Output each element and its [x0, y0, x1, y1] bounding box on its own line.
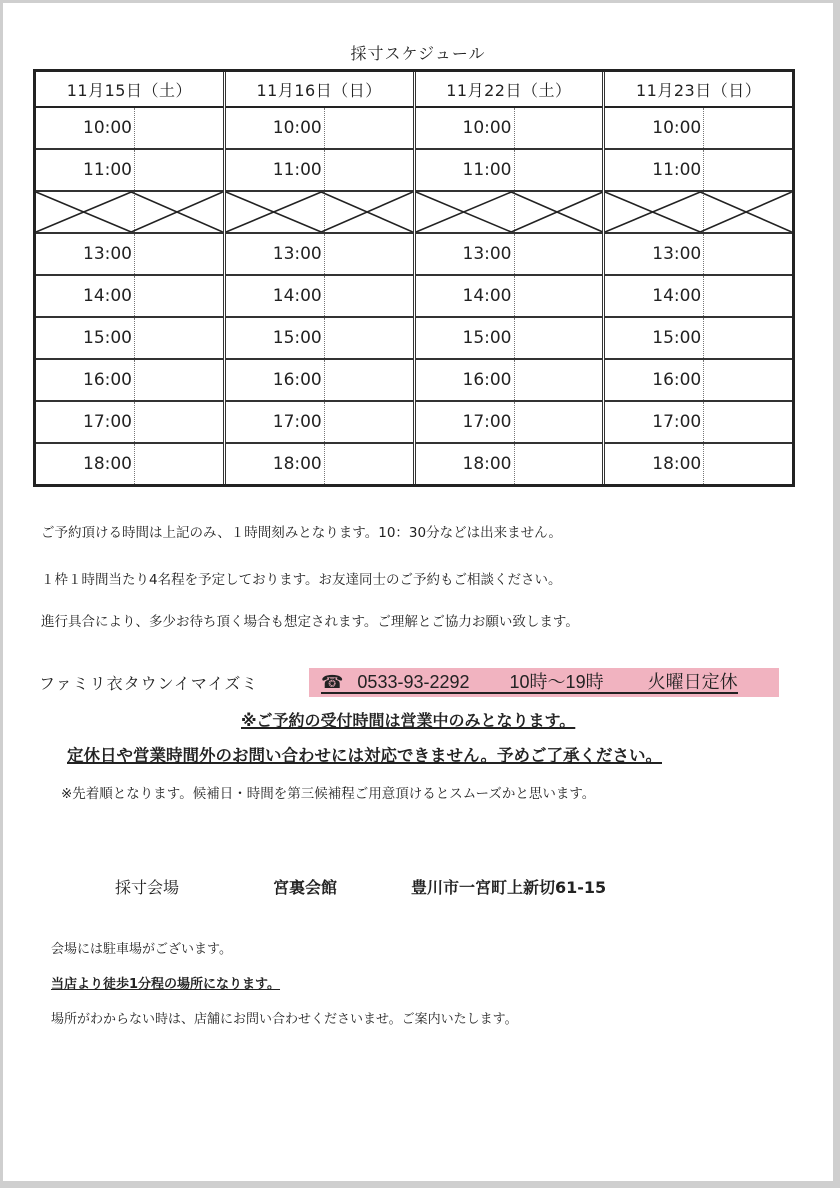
note-3: 進行具合により、多少お待ち頂く場合も想定されます。ご理解とご協力お願い致します。 [41, 614, 579, 630]
time-label: 18:00 [605, 444, 704, 484]
schedule-table [33, 69, 795, 487]
venue-note-parking: 会場には駐車場がございます。 [51, 942, 232, 957]
cross-out-icon [226, 192, 413, 232]
time-slot-row [226, 318, 413, 360]
day-column [226, 72, 416, 484]
time-label: 17:00 [416, 402, 515, 442]
time-slot-row [416, 234, 603, 276]
time-slot-row [416, 444, 603, 484]
time-label: 18:00 [416, 444, 515, 484]
reservation-cell [325, 108, 413, 148]
day-header: 11月16日（日） [226, 72, 413, 108]
day-column [605, 72, 792, 484]
document-page [3, 3, 833, 1181]
reservation-cell [515, 150, 603, 190]
time-slot-row [36, 318, 223, 360]
reservation-cell [135, 234, 223, 274]
venue-note-walk: 当店より徒歩1分程の場所になります。 [51, 977, 281, 992]
time-label: 17:00 [226, 402, 325, 442]
time-slot-row [226, 276, 413, 318]
time-slot-row [605, 276, 792, 318]
day-header: 11月22日（土） [416, 72, 603, 108]
reservation-cell [325, 318, 413, 358]
note-1: ご予約頂ける時間は上記のみ、１時間刻みとなります。10：30分などは出来ません。 [41, 525, 562, 541]
time-label: 10:00 [416, 108, 515, 148]
warning-2: 定休日や営業時間外のお問い合わせには対応できません。予めご了承ください。 [67, 746, 662, 765]
venue-label: 採寸会場 [115, 878, 180, 897]
reservation-cell [704, 318, 792, 358]
time-slot-row [226, 234, 413, 276]
venue-name: 宮裏会館 [273, 878, 338, 897]
reservation-cell [704, 150, 792, 190]
time-slot-row [226, 402, 413, 444]
cross-out-icon [36, 192, 223, 232]
note-2: １枠１時間当たり4名程を予定しております。お友達同士のご予約もご相談ください。 [41, 572, 562, 588]
time-slot-row [416, 150, 603, 192]
time-label: 11:00 [36, 150, 135, 190]
time-label: 14:00 [605, 276, 704, 316]
reservation-cell [704, 402, 792, 442]
time-slot-row [605, 234, 792, 276]
reservation-cell [515, 444, 603, 484]
time-label: 18:00 [226, 444, 325, 484]
reservation-cell [135, 150, 223, 190]
phone-icon: ☎ [321, 671, 344, 692]
time-slot-row [605, 360, 792, 402]
time-slot-row [605, 444, 792, 484]
business-hours: 10時～19時 [510, 672, 648, 694]
reservation-cell [325, 276, 413, 316]
day-column [36, 72, 226, 484]
warning-1: ※ご予約の受付時間は営業中のみとなります。 [241, 711, 576, 730]
time-label: 15:00 [605, 318, 704, 358]
time-label: 15:00 [36, 318, 135, 358]
time-label: 18:00 [36, 444, 135, 484]
time-label: 10:00 [226, 108, 325, 148]
priority-note: ※先着順となります。候補日・時間を第三候補程ご用意頂けるとスムーズかと思います。 [61, 786, 596, 802]
time-label: 14:00 [36, 276, 135, 316]
reservation-cell [704, 276, 792, 316]
time-label: 11:00 [226, 150, 325, 190]
time-label: 11:00 [605, 150, 704, 190]
time-slot-row [36, 276, 223, 318]
time-label: 16:00 [226, 360, 325, 400]
reservation-cell [515, 276, 603, 316]
time-slot-row [36, 444, 223, 484]
time-label: 14:00 [226, 276, 325, 316]
contact-highlight [309, 668, 779, 697]
phone-number: 0533-93-2292 [343, 672, 509, 694]
cross-out-icon [605, 192, 792, 232]
reservation-cell [325, 444, 413, 484]
time-slot-row [605, 318, 792, 360]
time-label: 16:00 [36, 360, 135, 400]
reservation-cell [135, 402, 223, 442]
time-label: 13:00 [226, 234, 325, 274]
cross-out-icon [416, 192, 603, 232]
reservation-cell [515, 402, 603, 442]
reservation-cell [704, 360, 792, 400]
time-slot-row [416, 360, 603, 402]
time-label: 13:00 [605, 234, 704, 274]
page-title: 採寸スケジュール [350, 44, 486, 63]
unavailable-slot [226, 192, 413, 234]
reservation-cell [135, 276, 223, 316]
time-slot-row [416, 402, 603, 444]
unavailable-slot [416, 192, 603, 234]
reservation-cell [704, 444, 792, 484]
time-slot-row [36, 150, 223, 192]
time-label: 11:00 [416, 150, 515, 190]
time-label: 10:00 [605, 108, 704, 148]
reservation-cell [704, 234, 792, 274]
reservation-cell [515, 234, 603, 274]
reservation-cell [325, 234, 413, 274]
reservation-cell [515, 108, 603, 148]
time-slot-row [36, 108, 223, 150]
time-slot-row [226, 150, 413, 192]
reservation-cell [325, 360, 413, 400]
time-label: 10:00 [36, 108, 135, 148]
shop-name: ファミリ衣タウンイマイズミ [39, 674, 259, 693]
venue-address: 豊川市一宮町上新切61-15 [411, 878, 607, 897]
time-slot-row [605, 402, 792, 444]
venue-note-guide: 場所がわからない時は、店舗にお問い合わせくださいませ。ご案内いたします。 [51, 1012, 518, 1027]
day-header: 11月23日（日） [605, 72, 792, 108]
time-slot-row [605, 108, 792, 150]
reservation-cell [704, 108, 792, 148]
time-slot-row [226, 360, 413, 402]
reservation-cell [325, 402, 413, 442]
time-label: 17:00 [36, 402, 135, 442]
time-slot-row [416, 276, 603, 318]
time-label: 16:00 [605, 360, 704, 400]
day-column [416, 72, 606, 484]
time-slot-row [416, 108, 603, 150]
time-label: 15:00 [226, 318, 325, 358]
unavailable-slot [605, 192, 792, 234]
time-label: 17:00 [605, 402, 704, 442]
reservation-cell [515, 318, 603, 358]
reservation-cell [135, 318, 223, 358]
reservation-cell [135, 444, 223, 484]
closed-day: 火曜日定休 [647, 671, 738, 692]
time-slot-row [605, 150, 792, 192]
unavailable-slot [36, 192, 223, 234]
time-slot-row [226, 444, 413, 484]
reservation-cell [515, 360, 603, 400]
time-slot-row [36, 360, 223, 402]
time-label: 16:00 [416, 360, 515, 400]
time-label: 13:00 [416, 234, 515, 274]
time-label: 13:00 [36, 234, 135, 274]
time-slot-row [416, 318, 603, 360]
time-label: 14:00 [416, 276, 515, 316]
time-slot-row [36, 402, 223, 444]
reservation-cell [325, 150, 413, 190]
reservation-cell [135, 360, 223, 400]
time-slot-row [226, 108, 413, 150]
reservation-cell [135, 108, 223, 148]
day-header: 11月15日（土） [36, 72, 223, 108]
time-label: 15:00 [416, 318, 515, 358]
time-slot-row [36, 234, 223, 276]
